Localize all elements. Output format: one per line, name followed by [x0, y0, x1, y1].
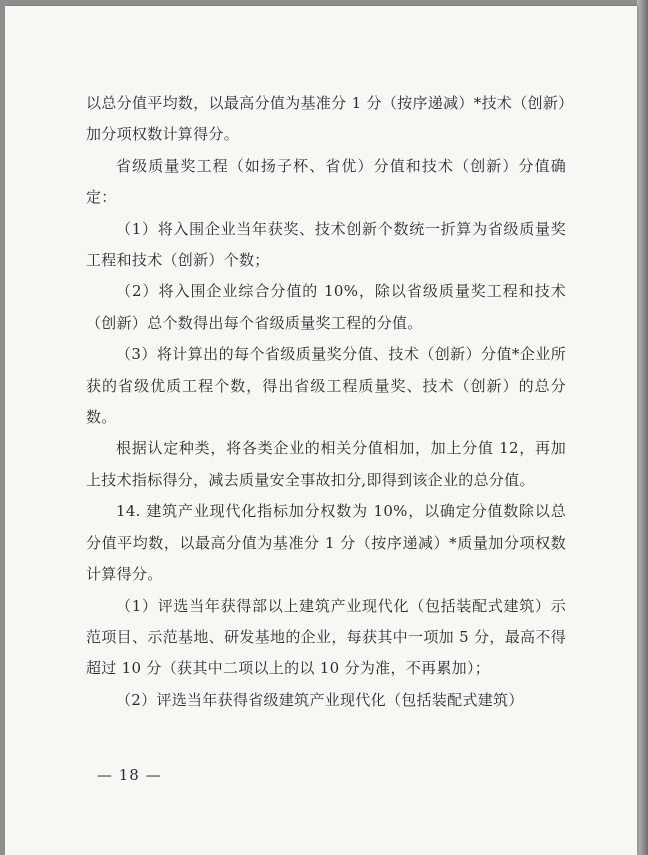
document-body	[86, 88, 566, 716]
paragraph-3: （1）将入围企业当年获奖、技术创新个数统一折算为省级质量奖工程和技术（创新）个数；	[86, 219, 566, 270]
paragraph-9: （2）评选当年获得省级建筑产业现代化（包括装配式建筑）	[116, 690, 524, 709]
paragraph-7: 14. 建筑产业现代化指标加分权数为 10%，以确定分值数除以总分值平均数，以最高分值为基准分 1 分（按序递减）*质量加分项权数计算得分。	[86, 502, 566, 584]
paragraph-5: （3）将计算出的每个省级质量奖分值、技术（创新）分值*企业所获的省级优质工程个数，得出省级工程质量奖、技术（创新）的总分数。	[86, 345, 566, 427]
paragraph-2: 省级质量奖工程（如扬子杯、省优）分值和技术（创新）分值确定：	[86, 156, 566, 207]
paragraph-8: （1）评选当年获得部以上建筑产业现代化（包括装配式建筑）示范项目、示范基地、研发基地的企业，每获其中一项加 5 分，最高不得超过 10 分（获其中二项以上的以 10 分为准，不再累加）；	[86, 596, 566, 678]
page-number: — 18 —	[97, 766, 162, 784]
paragraph-1: 以总分值平均数，以最高分值为基准分 1 分（按序递减）*技术（创新）加分项权数计算得分。	[86, 94, 566, 144]
paragraph-6: 根据认定种类，将各类企业的相关分值相加，加上分值 12，再加上技术指标得分，减去质量安全事故扣分,即得到该企业的总分值。	[86, 439, 566, 489]
scanner-edge	[637, 0, 648, 855]
paragraph-4: （2）将入围企业综合分值的 10%，除以省级质量奖工程和技术（创新）总个数得出每个省级质量奖工程的分值。	[86, 282, 566, 332]
